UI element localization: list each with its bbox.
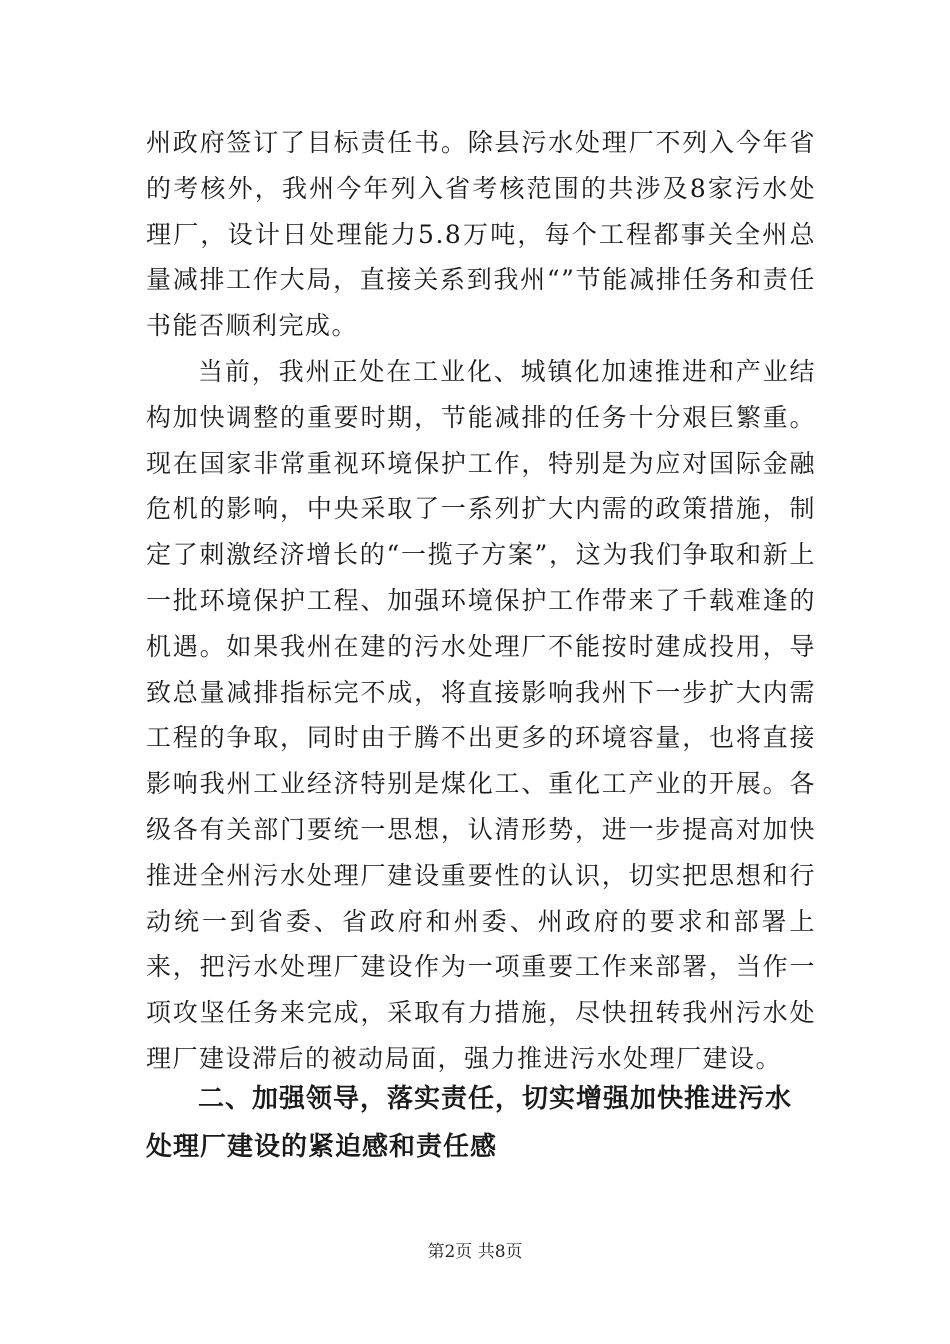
section-heading: 二、加强领导，落实责任，切实增强加快推进污水处理厂建设的紧迫感和责任感: [146, 1084, 793, 1162]
paragraph-current-situation: 当前，我州正处在工业化、城镇化加速推进和产业结构加快调整的重要时期，节能减排的任务十分艰巨繁重。现在国家非常重视环境保护工作，特别是为应对国际金融危机的影响，中央采取了一系列扩大内需的政策措施，制定了刺激经济增长的“一揽子方案”，这为我们争取和新上一批环境保护工程、加强环境保护工作带来了千载难逢的机遇。如果我州在建的污水处理厂不能按时建成投用，导致总量减排指标完不成，将直接影响我州下一步扩大内需工程的争取，同时由于腾不出更多的环境容量，也将直接影响我州工业经济特别是煤化工、重化工产业的开展。各级各有关部门要统一思想，认清形势，进一步提高对加快推进全州污水处理厂建设重要性的认识，切实把思想和行动统一到省委、省政府和州委、州政府的要求和部署上来，把污水处理厂建设作为一项重要工作来部署，当作一项攻坚任务来完成，采取有力措施，尽快扭转我州污水处理厂建设滞后的被动局面，强力推进污水处理厂建设。: [146, 356, 816, 1073]
paragraph-continued: 州政府签订了目标责任书。除县污水处理厂不列入今年省的考核外，我州今年列入省考核范围的共涉及8家污水处理厂，设计日处理能力5.8万吨，每个工程都事关全州总量减排工作大局，直接关系到我州“”节能减排任务和责任书能否顺利完成。: [146, 128, 816, 341]
page-footer: 第2页 共8页: [427, 1242, 523, 1262]
body-text: [146, 120, 816, 1082]
